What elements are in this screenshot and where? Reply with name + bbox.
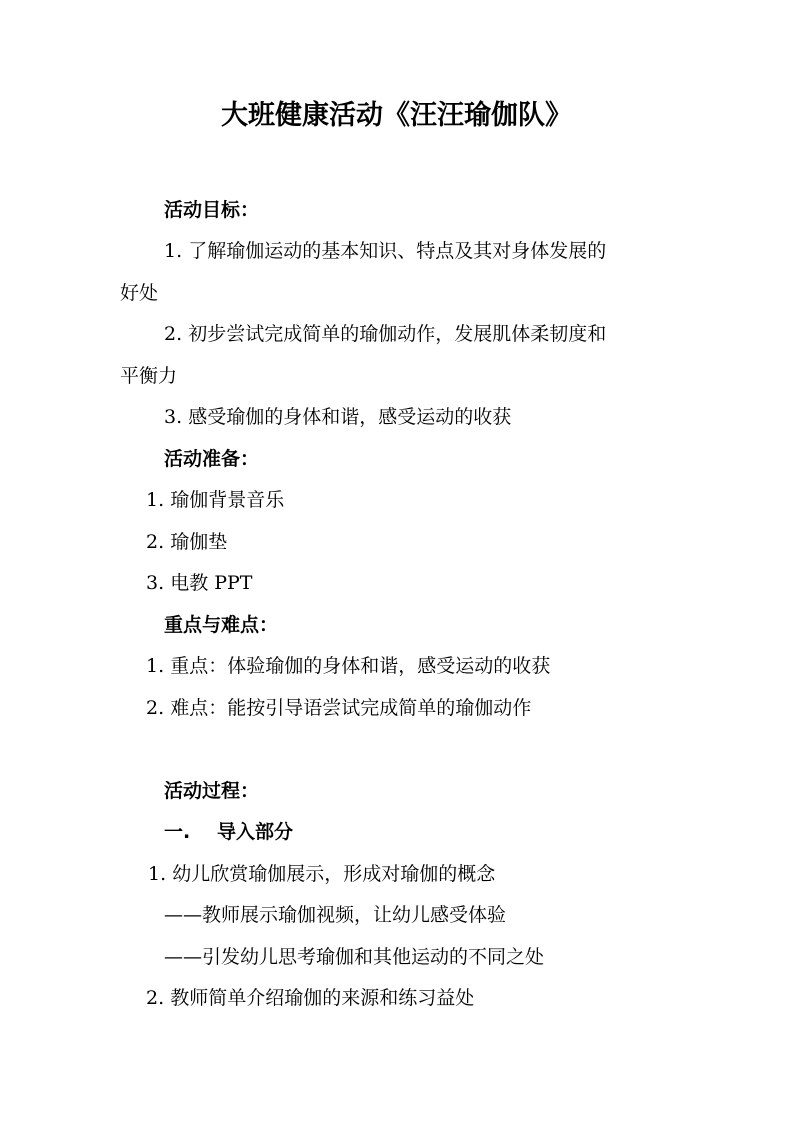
key-point-item-2-text: 难点：能按引导语尝试完成简单的瑜伽动作 [170,697,532,719]
process-item-1-sub-1: ——教师展示瑜伽视频，让幼儿感受体验 [164,904,507,926]
goal-item-1-text: 了解瑜伽运动的基本知识、特点及其对身体发展的 [188,240,607,262]
preparation-heading: 活动准备： [164,448,260,470]
process-item-1-text: 幼儿欣赏瑜伽展示，形成对瑜伽的概念 [172,863,496,885]
preparation-item-1-text: 瑜伽背景音乐 [170,489,285,511]
goal-item-1-continuation: 好处 [120,282,159,304]
process-item-1-number: 1. [148,863,167,885]
preparation-item-1-number: 1. [146,489,165,511]
document-title: 大班健康活动《汪汪瑜伽队》 [221,100,572,131]
key-point-item-2 [146,695,531,721]
preparation-item-3 [146,570,252,596]
process-item-1-sub-2: ——引发幼儿思考瑜伽和其他运动的不同之处 [164,946,545,968]
process-item-2 [146,985,474,1011]
process-section-1-title: 导入部分 [217,821,294,843]
goals-heading: 活动目标： [164,199,260,221]
process-heading: 活动过程： [164,780,260,802]
key-point-item-1-text: 重点：体验瑜伽的身体和谐，感受运动的收获 [170,655,551,677]
preparation-item-2-text: 瑜伽垫 [170,531,228,553]
goal-item-2-continuation: 平衡力 [120,365,178,387]
preparation-item-3-text: 电教 PPT [170,572,253,594]
goal-item-1 [164,238,606,264]
goal-item-1-number: 1. [164,240,183,262]
goal-item-2-number: 2. [164,323,183,345]
goal-item-2-text: 初步尝试完成简单的瑜伽动作，发展肌体柔韧度和 [188,323,607,345]
goal-item-3-number: 3. [164,406,183,428]
process-item-1 [148,861,495,887]
preparation-item-2-number: 2. [146,531,165,553]
key-point-item-1 [146,653,550,679]
preparation-item-3-number: 3. [146,572,165,594]
process-section-1 [164,819,293,845]
process-item-2-number: 2. [146,987,165,1009]
goal-item-3-text: 感受瑜伽的身体和谐，感受运动的收获 [188,406,512,428]
preparation-item-2 [146,529,227,555]
key-point-item-2-number: 2. [146,697,165,719]
goal-item-2 [164,321,606,347]
goal-item-3 [164,404,511,430]
key-point-item-1-number: 1. [146,655,165,677]
process-section-1-number: 一. [164,821,191,843]
preparation-item-1 [146,487,284,513]
process-item-2-text: 教师简单介绍瑜伽的来源和练习益处 [170,987,475,1009]
key-points-heading: 重点与难点： [164,614,279,636]
